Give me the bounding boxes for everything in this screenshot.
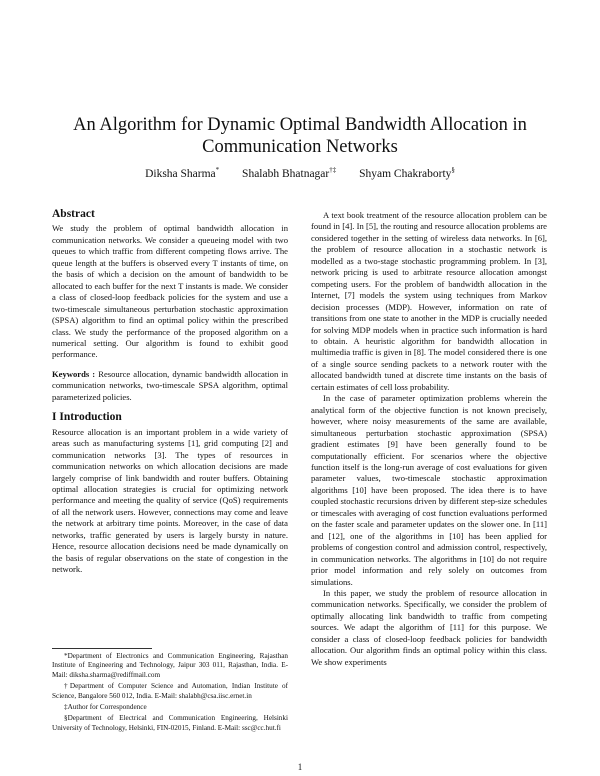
right-paragraph-1: A text book treatment of the resource allocation problem can be found in [4]. In [5], the routing and resource allocation problems are considered together in the setting of wireless data networks. In [6], the problem of resource allocation in a stochastic network is modelled as a two-stage stochastic programming problem. In [3], network pricing is used to arbitrate resource allocation amongst competing users. For the problem of bandwidth allocation in the Internet, [7] models the system using techniques from Markov decision processes (MDP). However, information on rate of transitions from one state to another in the MDP is crucially needed for solving MDP models when in practice such information is hard to obtain. A heuristic algorithm for bandwidth allocation in multimedia traffic is given in [8]. The model considered there is one of a single source sending packets to a network router with the allocated bandwidth tuned at discrete time instants on the basis of certain estimates of cell loss probability. [311, 210, 547, 392]
author-name: Shalabh Bhatnagar [242, 167, 330, 180]
author-2 [242, 168, 336, 180]
right-paragraph-3: In this paper, we study the problem of resource allocation in communication networks. Specifically, we consider the problem of optimally allocating link bandwidth to traffic from competing sources. We adapt the algorithm of [11] for this purpose. We consider a class of closed-loop feedback policies for bandwidth allocation. Our algorithm finds an optimal policy within this class. We show experiments [311, 587, 547, 667]
author-3 [359, 168, 455, 180]
abstract-text: We study the problem of optimal bandwidth allocation in communication networks. We consider a queueing model with two queues to which traffic from different competing flows arrive. The queue length at the buffers is observed every T instants of time, on the basis of which a decision on the amount of bandwidth to be allocated to each buffer for the next T instants is made. We consider a class of closed-loop feedback policies for the system and use a two-timescale simultaneous perturbation stochastic approximation (SPSA) algorithm to find an optimal policy within the prescribed class. We study the performance of the proposed algorithm on a numerical setting. Our algorithm is found to exhibit good performance. [52, 223, 288, 360]
author-mark: †‡ [329, 166, 337, 174]
left-column [52, 209, 288, 576]
intro-heading: I Introduction [52, 411, 122, 424]
author-1 [145, 168, 219, 180]
intro-paragraph-1: Resource allocation is an important problem in a wide variety of areas such as manufacturing systems [1], grid computing [2] and communication networks [3]. The types of resources in communication networks on which allocation decisions are made largely comprise of link bandwidth and router buffers. Obtaining optimal allocation strategies is crucial for optimizing network performance and meeting the quality of service (QoS) requirements of all the network users. However, connections may come and leave the network at arbitrary time points. Moreover, in the case of data networks, traffic generated by users is largely bursty in nature. Hence, resource allocation decisions need be made dynamically on the basis of regular observations on the state of congestion in the network. [52, 426, 288, 575]
footnote-3: ‡Author for Correspondence [64, 703, 147, 712]
author-list [40, 166, 560, 180]
footnote-1: *Department of Electronics and Communication Engineering, Rajasthan Institute of Engineering and Technology, Jaipur 303 011, Rajasthan, India. E-Mail: diksha.sharma@rediffmail.com [52, 652, 288, 679]
paper-title: An Algorithm for Dynamic Optimal Bandwidth Allocation in Communication Networks [73, 115, 527, 157]
abstract-heading: Abstract [52, 208, 95, 220]
right-column [311, 210, 547, 668]
author-mark: * [215, 166, 220, 174]
footnote-2: †Department of Computer Science and Automation, Indian Institute of Science, Bangalore 560 012, India. E-Mail: shalabh@csa.iisc.ernet.in [52, 682, 288, 700]
keywords-label: Keywords : [52, 368, 96, 379]
keywords-text: Resource allocation, dynamic bandwidth allocation in communication networks, two-timescale SPSA algorithm, optimal parameterized policies. [52, 368, 288, 402]
page-number: 1 [297, 762, 303, 772]
author-mark: § [451, 166, 455, 174]
author-name: Shyam Chakraborty [359, 167, 452, 180]
author-name: Diksha Sharma [145, 167, 216, 180]
keywords [52, 369, 288, 403]
footnotes [52, 652, 288, 733]
footnote-4: §Department of Electrical and Communication Engineering, Helsinki University of Technology, Helsinki, FIN-02015, Finland. E-Mail: ssc@cc.hut.fi [52, 714, 288, 732]
right-paragraph-2: In the case of parameter optimization problems wherein the analytical form of the objective function is not known precisely, however, where noisy measurements of the same are available, simultaneous perturbation stochastic approximation (SPSA) gradient estimates [9] have been generally found to be computationally efficient. For scenarios where the objective function itself is the long-run average of cost evaluations for given parameter values, two-timescale stochastic approximation algorithms [10] have been proposed. The idea there is to have coupled stochastic recursions driven by different step-size schedules or timescales with averaging of cost function evaluations performed on the faster scale and parameter updates on the slower one. In [11] and [12], one of the algorithms in [10] has been applied for problems of congestion control and admission control, respectively, in communication networks. The algorithms in [10] do not require prior model information and rely solely on outcomes from simulations. [311, 393, 547, 587]
footnote-rule [52, 648, 152, 649]
